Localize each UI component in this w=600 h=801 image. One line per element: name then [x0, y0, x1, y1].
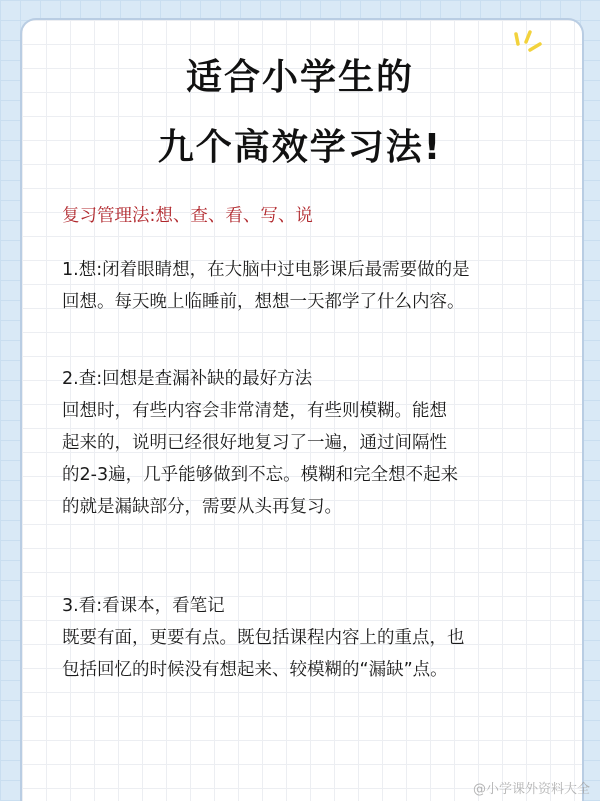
paragraph-line: 的就是漏缺部分，需要从头再复习。	[62, 497, 342, 517]
paragraph-line: 回想时，有些内容会非常清楚，有些则模糊。能想	[62, 401, 447, 421]
page-title-line-1: 适合小学生的	[185, 57, 414, 98]
paragraph-line: 既要有面，更要有点。既包括课程内容上的重点，也	[62, 628, 465, 648]
paragraph-line: 回想。每天晚上临睡前，想想一天都学了什么内容。	[62, 292, 465, 312]
paragraph-think	[62, 254, 562, 318]
paragraph-line: 3.看:看课本，看笔记	[62, 596, 225, 616]
paragraph-look	[62, 590, 562, 686]
paragraph-line: 起来的，说明已经很好地复习了一遍，通过间隔性	[62, 433, 447, 453]
paragraph-line: 的2-3遍，几乎能够做到不忘。模糊和完全想不起来	[62, 465, 459, 485]
page-title-line-2: 九个高效学习法!	[157, 127, 443, 168]
paragraph-line: 1.想:闭着眼睛想，在大脑中过电影课后最需要做的是	[62, 260, 470, 280]
paragraph-line: 2.查:回想是查漏补缺的最好方法	[62, 369, 313, 389]
section-heading: 复习管理法:想、查、看、写、说	[62, 206, 313, 226]
paragraph-check	[62, 363, 562, 523]
paragraph-line: 包括回忆的时候没有想起来、较模糊的“漏缺”点。	[62, 660, 448, 680]
watermark: @小学课外资料大全	[472, 782, 590, 797]
